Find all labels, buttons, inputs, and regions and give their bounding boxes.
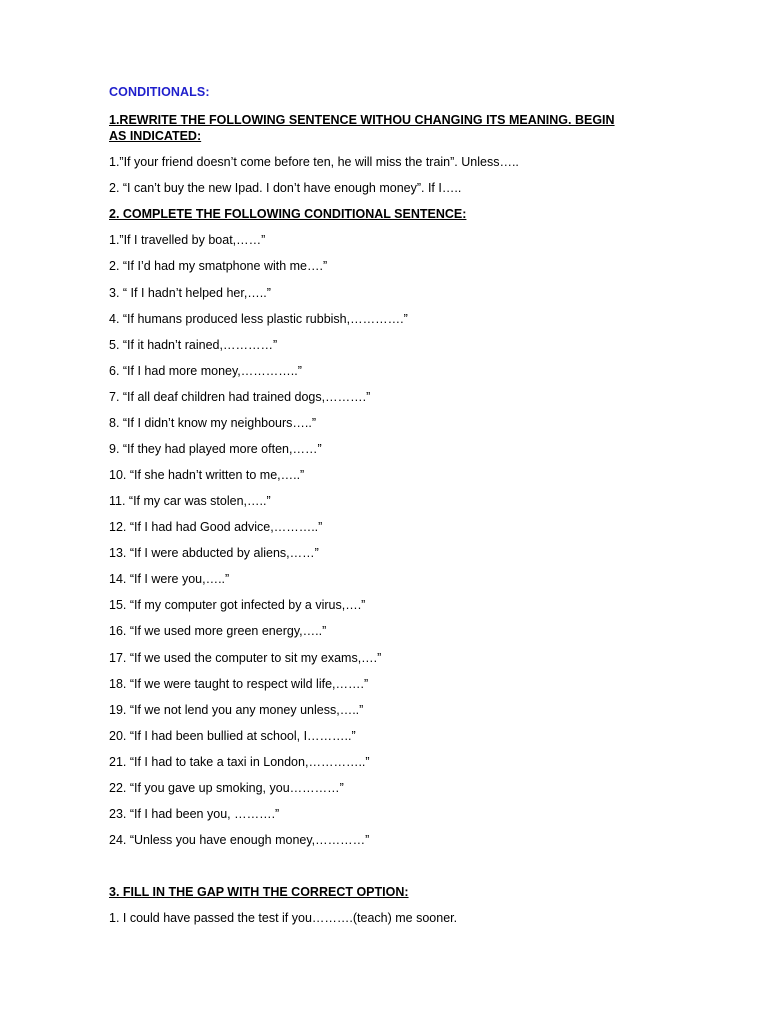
- section-2-item: 24. “Unless you have enough money,…………”: [109, 833, 370, 847]
- section-1-item: 2. “I can’t buy the new Ipad. I don’t have enough money”. If I…..: [109, 181, 462, 195]
- section-2-item: 14. “If I were you,…..”: [109, 572, 230, 586]
- section-2-item: 13. “If I were abducted by aliens,……”: [109, 546, 319, 560]
- section-1-item: 1.”If your friend doesn’t come before ten, he will miss the train”. Unless…..: [109, 155, 519, 169]
- section-2-item: 11. “If my car was stolen,…..”: [109, 494, 271, 508]
- section-2-item: 21. “If I had to take a taxi in London,…………..”: [109, 755, 370, 769]
- section-2-item: 22. “If you gave up smoking, you…………”: [109, 781, 344, 795]
- section-2-item: 9. “If they had played more often,……”: [109, 442, 322, 456]
- section-2-item: 16. “If we used more green energy,…..”: [109, 624, 327, 638]
- section-2-item: 10. “If she hadn’t written to me,…..”: [109, 468, 305, 482]
- section-3-heading: 3. FILL IN THE GAP WITH THE CORRECT OPTION:: [109, 885, 409, 899]
- section-1-heading: 1.REWRITE THE FOLLOWING SENTENCE WITHOU CHANGING ITS MEANING. BEGIN AS INDICATED:: [109, 113, 615, 143]
- section-3-item: 1. I could have passed the test if you……….(teach) me sooner.: [109, 911, 458, 925]
- section-2-item: 2. “If I’d had my smatphone with me….”: [109, 259, 328, 273]
- section-2-item: 4. “If humans produced less plastic rubbish,………….”: [109, 312, 408, 326]
- section-2-item: 17. “If we used the computer to sit my exams,….”: [109, 651, 382, 665]
- section-2-item: 8. “If I didn’t know my neighbours…..”: [109, 416, 317, 430]
- section-2-item: 19. “If we not lend you any money unless,…..”: [109, 703, 364, 717]
- section-2-item: 1.”If I travelled by boat,……”: [109, 233, 266, 247]
- section-2-item: 12. “If I had had Good advice,………..”: [109, 520, 323, 534]
- section-2-item: 7. “If all deaf children had trained dogs,……….”: [109, 390, 371, 404]
- section-2-item: 18. “If we were taught to respect wild life,…….”: [109, 677, 369, 691]
- section-2-item: 6. “If I had more money,…………..”: [109, 364, 302, 378]
- section-2-item: 3. “ If I hadn’t helped her,…..”: [109, 286, 271, 300]
- page-title: CONDITIONALS:: [109, 85, 210, 99]
- section-2-item: 20. “If I had been bullied at school, I………..”: [109, 729, 356, 743]
- section-2-item: 5. “If it hadn’t rained,…………”: [109, 338, 278, 352]
- section-2-item: 15. “If my computer got infected by a virus,….”: [109, 598, 366, 612]
- section-2-heading: 2. COMPLETE THE FOLLOWING CONDITIONAL SENTENCE:: [109, 207, 467, 221]
- section-2-item: 23. “If I had been you, ……….”: [109, 807, 280, 821]
